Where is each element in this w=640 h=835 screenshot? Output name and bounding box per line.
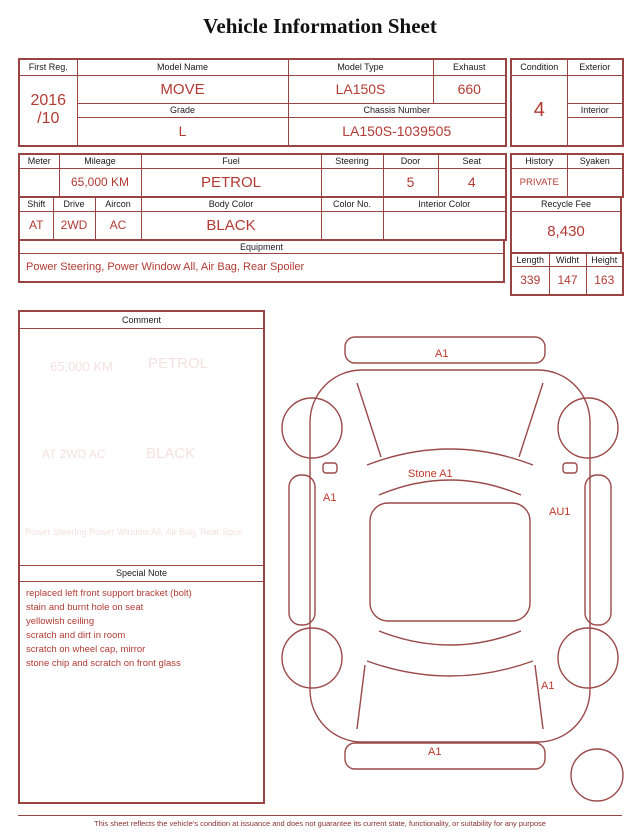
special-note-body (20, 582, 263, 802)
equipment-table (18, 239, 505, 283)
steering-value (321, 168, 383, 197)
page-title: Vehicle Information Sheet (203, 14, 437, 38)
interior-color-value (383, 211, 506, 240)
comment-body (20, 329, 263, 565)
grade-value: L (77, 117, 288, 146)
footer-disclaimer: This sheet reflects the vehicle's condition at issuance and does not guarantee its current state, functionality, or suitability for any purpose (18, 815, 622, 828)
ghost-text: 65,000 KM (50, 359, 113, 374)
height-label: Height (586, 253, 623, 266)
mileage-label: Mileage (59, 154, 141, 168)
hatch-line-left (357, 665, 365, 729)
width-label: Widht (549, 253, 586, 266)
exhaust-label: Exhaust (433, 59, 506, 75)
hatch-line-right (535, 665, 543, 729)
special-note-line: replaced left front support bracket (bolt) (26, 588, 192, 599)
body-color-label: Body Color (141, 197, 321, 211)
interior-label: Interior (567, 103, 623, 117)
meter-value (19, 168, 59, 197)
meter-label: Meter (19, 154, 59, 168)
dimensions-table (510, 252, 624, 296)
model-type-value: LA150S (288, 75, 433, 103)
condition-table (510, 58, 624, 147)
model-type-label: Model Type (288, 59, 433, 75)
condition-label: Condition (511, 59, 567, 75)
recycle-fee-value: 8,430 (511, 211, 621, 253)
wheel-rear-right (558, 628, 618, 688)
first-reg-month: /10 (37, 110, 60, 128)
damage-mark-rear: A1 (428, 746, 442, 758)
damage-mark-windshield: Stone A1 (408, 468, 453, 480)
rear-window-top-arc (379, 631, 521, 645)
mileage-value: 65,000 KM (59, 168, 141, 197)
hood-line-left (357, 383, 381, 457)
ghost-text: PETROL (148, 355, 209, 372)
grade-label: Grade (77, 103, 288, 117)
exhaust-value: 660 (433, 75, 506, 103)
rear-window-bottom-arc (367, 661, 533, 676)
interior-value (567, 117, 623, 146)
mirror-right (563, 463, 577, 473)
hood-line-right (519, 383, 543, 457)
first-reg-label: First Reg. (19, 59, 77, 75)
seat-value: 4 (438, 168, 506, 197)
drive-value: 2WD (53, 211, 95, 240)
chassis-number-label: Chassis Number (288, 103, 506, 117)
chassis-number-value: LA150S-1039505 (288, 117, 506, 146)
damage-mark-rear-right: A1 (541, 680, 555, 692)
syaken-label: Syaken (567, 154, 623, 168)
shift-value: AT (19, 211, 53, 240)
history-label: History (511, 154, 567, 168)
door-value: 5 (383, 168, 438, 197)
special-note-line: stone chip and scratch on front glass (26, 658, 181, 669)
mirror-left (323, 463, 337, 473)
fuel-value: PETROL (141, 168, 321, 197)
aircon-value: AC (95, 211, 141, 240)
identity-table (18, 58, 507, 147)
car-diagram (265, 315, 635, 807)
comment-special-note-box (18, 310, 265, 804)
windshield-bottom-arc (379, 480, 521, 495)
rocker-panel-left (289, 475, 315, 625)
history-fee-tables (510, 153, 626, 296)
equipment-label: Equipment (19, 240, 504, 253)
spec-row-2 (18, 196, 507, 241)
spec-tables (18, 153, 509, 283)
special-note-line: stain and burnt hole on seat (26, 602, 144, 613)
rear-bumper-shape (345, 743, 545, 769)
steering-label: Steering (321, 154, 383, 168)
special-note-line: scratch and dirt in room (26, 630, 126, 641)
aircon-label: Aircon (95, 197, 141, 211)
seat-label: Seat (438, 154, 506, 168)
damage-mark-front: A1 (435, 348, 449, 360)
spec-row-1 (18, 153, 507, 198)
recycle-fee-table (510, 196, 622, 254)
model-name-label: Model Name (77, 59, 288, 75)
exterior-label: Exterior (567, 59, 623, 75)
interior-color-label: Interior Color (383, 197, 506, 211)
ghost-text: Power Steering Power Window All, Air Bag, Rear Spoil (25, 527, 243, 537)
recycle-fee-label: Recycle Fee (511, 197, 621, 211)
rocker-panel-right (585, 475, 611, 625)
history-value: PRIVATE (511, 168, 567, 197)
shift-label: Shift (19, 197, 53, 211)
first-reg-value (19, 75, 77, 146)
height-value: 163 (586, 266, 623, 295)
color-no-label: Color No. (321, 197, 383, 211)
roof-panel (370, 503, 530, 621)
door-label: Door (383, 154, 438, 168)
wheel-rear-left (282, 628, 342, 688)
model-name-value: MOVE (77, 75, 288, 103)
color-no-value (321, 211, 383, 240)
history-table (510, 153, 624, 198)
body-color-value: BLACK (141, 211, 321, 240)
fuel-label: Fuel (141, 154, 321, 168)
damage-mark-left: A1 (323, 492, 337, 504)
length-value: 339 (511, 266, 549, 295)
windshield-top-arc (367, 449, 533, 465)
ghost-text: AT 2WD AC (42, 447, 106, 461)
width-value: 147 (549, 266, 586, 295)
equipment-value: Power Steering, Power Window All, Air Bag, Rear Spoiler (19, 253, 504, 282)
exterior-value (567, 75, 623, 103)
special-note-line: yellowish ceiling (26, 616, 95, 627)
length-label: Length (511, 253, 549, 266)
damage-mark-right: AU1 (549, 506, 571, 518)
comment-header: Comment (20, 312, 263, 329)
drive-label: Drive (53, 197, 95, 211)
special-note-header: Special Note (20, 565, 263, 582)
condition-value: 4 (511, 75, 567, 146)
special-note-line: scratch on wheel cap, mirror (26, 644, 146, 655)
first-reg-year: 2016 (30, 92, 67, 110)
spare-wheel (571, 749, 623, 801)
ghost-text: BLACK (146, 445, 196, 462)
syaken-value (567, 168, 623, 197)
